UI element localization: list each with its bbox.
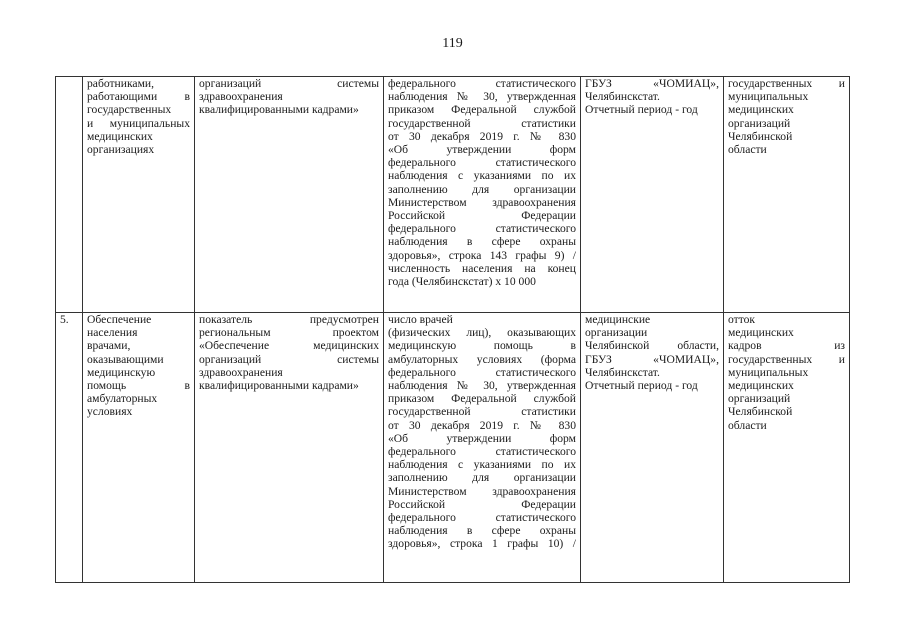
indicator-name-cell	[83, 77, 195, 313]
cell-text-line: населения	[87, 326, 138, 340]
cell-text-line: федерального статистического	[388, 365, 576, 379]
cell-text-line: здравоохранения	[199, 90, 283, 104]
table-row	[56, 77, 850, 313]
cell-text-line: амбулаторных условиях (форма	[388, 352, 576, 366]
cell-text-line: региональным проектом	[199, 326, 379, 340]
cell-text-line: и муниципальных	[87, 116, 190, 130]
cell-text-line: «Об утверждении форм	[388, 431, 576, 445]
cell-text-line: кадров из	[728, 339, 845, 353]
cell-text-line: Челябинской области,	[585, 339, 719, 353]
cell-text-line: оказывающими	[87, 352, 164, 366]
cell-text-line: наблюдения № 30, утвержденная	[388, 379, 576, 393]
basis-cell	[195, 313, 384, 583]
cell-text-line: Российской Федерации	[388, 497, 576, 511]
cell-text-line: федерального статистического	[388, 156, 576, 170]
row-number-cell	[56, 77, 83, 313]
cell-text-line: ГБУЗ «ЧОМИАЦ»,	[585, 77, 719, 90]
cell-text-line: наблюдения в сфере охраны	[388, 524, 576, 538]
cell-text-line: квалифицированными кадрами»	[199, 103, 359, 117]
cell-text-line: приказом Федеральной службой	[388, 392, 576, 406]
calculation-method-cell	[384, 313, 581, 583]
cell-text-line: Челябинскстат.	[585, 90, 660, 104]
cell-text-line: организации	[585, 326, 648, 340]
cell-text-line: от 30 декабря 2019 г. № 830	[388, 129, 576, 143]
cell-text-line: число врачей	[388, 313, 453, 326]
data-source-cell	[581, 77, 724, 313]
cell-text-line: здравоохранения	[199, 365, 283, 379]
cell-text-line: Обеспечение	[87, 313, 152, 326]
cell-text-line: наблюдения № 30, утвержденная	[388, 90, 576, 104]
cell-text-line: муниципальных	[728, 90, 809, 104]
cell-text-line: Челябинскстат.	[585, 365, 660, 379]
cell-text-line: от 30 декабря 2019 г. № 830	[388, 418, 576, 432]
cell-text-line: ГБУЗ «ЧОМИАЦ»,	[585, 352, 719, 366]
cell-text-line: области	[728, 143, 767, 157]
cell-text-line: здоровья», строка 1 графы 10) /	[388, 537, 576, 551]
cell-text-line: «Об утверждении форм	[388, 143, 576, 157]
cell-text-line: организаций системы	[199, 77, 379, 90]
risk-factor-cell	[724, 77, 850, 313]
cell-text-line: медицинских	[87, 129, 153, 143]
cell-text-line: заполнению для организации	[388, 182, 576, 196]
cell-text-line: государственной статистики	[388, 116, 576, 130]
calculation-method-cell	[384, 77, 581, 313]
cell-text-line: наблюдения с указаниями по их	[388, 169, 576, 183]
cell-text-line: помощь в	[87, 379, 190, 393]
cell-text-line: государственных	[87, 103, 172, 117]
cell-text-line: «Обеспечение медицинских	[199, 339, 379, 353]
cell-text-line: медицинских	[728, 103, 794, 117]
cell-text-line: квалифицированными кадрами»	[199, 379, 359, 393]
cell-text-line: федерального статистического	[388, 511, 576, 525]
cell-text-line: наблюдения с указаниями по их	[388, 458, 576, 472]
cell-text-line: организаций	[728, 116, 791, 130]
cell-text-line: медицинскую	[87, 365, 156, 379]
cell-text-line: года (Челябинскстат) х 10 000	[388, 275, 536, 289]
table-row	[56, 313, 850, 583]
cell-text-line: здоровья», строка 143 графы 9) /	[388, 248, 576, 262]
cell-text-line: условиях	[87, 405, 133, 419]
cell-text-line: показатель предусмотрен	[199, 313, 379, 326]
cell-text-line: Челябинской	[728, 129, 793, 143]
cell-text-line: работающими в	[87, 90, 190, 104]
row-number-cell: 5.	[56, 313, 83, 583]
cell-text-line: врачами,	[87, 339, 131, 353]
cell-text-line: работниками,	[87, 77, 155, 90]
cell-text-line: амбулаторных	[87, 392, 158, 406]
cell-text-line: медицинскую помощь в	[388, 339, 576, 353]
cell-text-line: организаций системы	[199, 352, 379, 366]
cell-text-line: отток	[728, 313, 756, 326]
cell-text-line: муниципальных	[728, 365, 809, 379]
cell-text-line: организациях	[87, 143, 155, 157]
cell-text-line: медицинских	[728, 379, 794, 393]
cell-text-line: приказом Федеральной службой	[388, 103, 576, 117]
cell-text-line: Министерством здравоохранения	[388, 195, 576, 209]
cell-text-line: медицинских	[728, 326, 794, 340]
cell-text-line: федерального статистического	[388, 222, 576, 236]
cell-text-line: Отчетный период - год	[585, 103, 698, 117]
cell-text-line: федерального статистического	[388, 445, 576, 459]
basis-cell	[195, 77, 384, 313]
cell-text-line: государственной статистики	[388, 405, 576, 419]
cell-text-line: федерального статистического	[388, 77, 576, 90]
cell-text-line: численность населения на конец	[388, 261, 576, 275]
cell-text-line: Челябинской	[728, 405, 793, 419]
indicators-table	[55, 76, 850, 583]
cell-text-line: области	[728, 418, 767, 432]
cell-text-line: Министерством здравоохранения	[388, 484, 576, 498]
cell-text-line: организаций	[728, 392, 791, 406]
cell-text-line: государственных и	[728, 77, 845, 90]
risk-factor-cell	[724, 313, 850, 583]
cell-text-line: медицинские	[585, 313, 651, 326]
cell-text-line: государственных и	[728, 352, 845, 366]
cell-text-line: Российской Федерации	[388, 209, 576, 223]
indicator-name-cell	[83, 313, 195, 583]
data-source-cell	[581, 313, 724, 583]
cell-text-line: (физических лиц), оказывающих	[388, 326, 576, 340]
cell-text-line: Отчетный период - год	[585, 379, 698, 393]
cell-text-line: заполнению для организации	[388, 471, 576, 485]
cell-text-line: наблюдения в сфере охраны	[388, 235, 576, 249]
page-number: 119	[442, 36, 463, 51]
